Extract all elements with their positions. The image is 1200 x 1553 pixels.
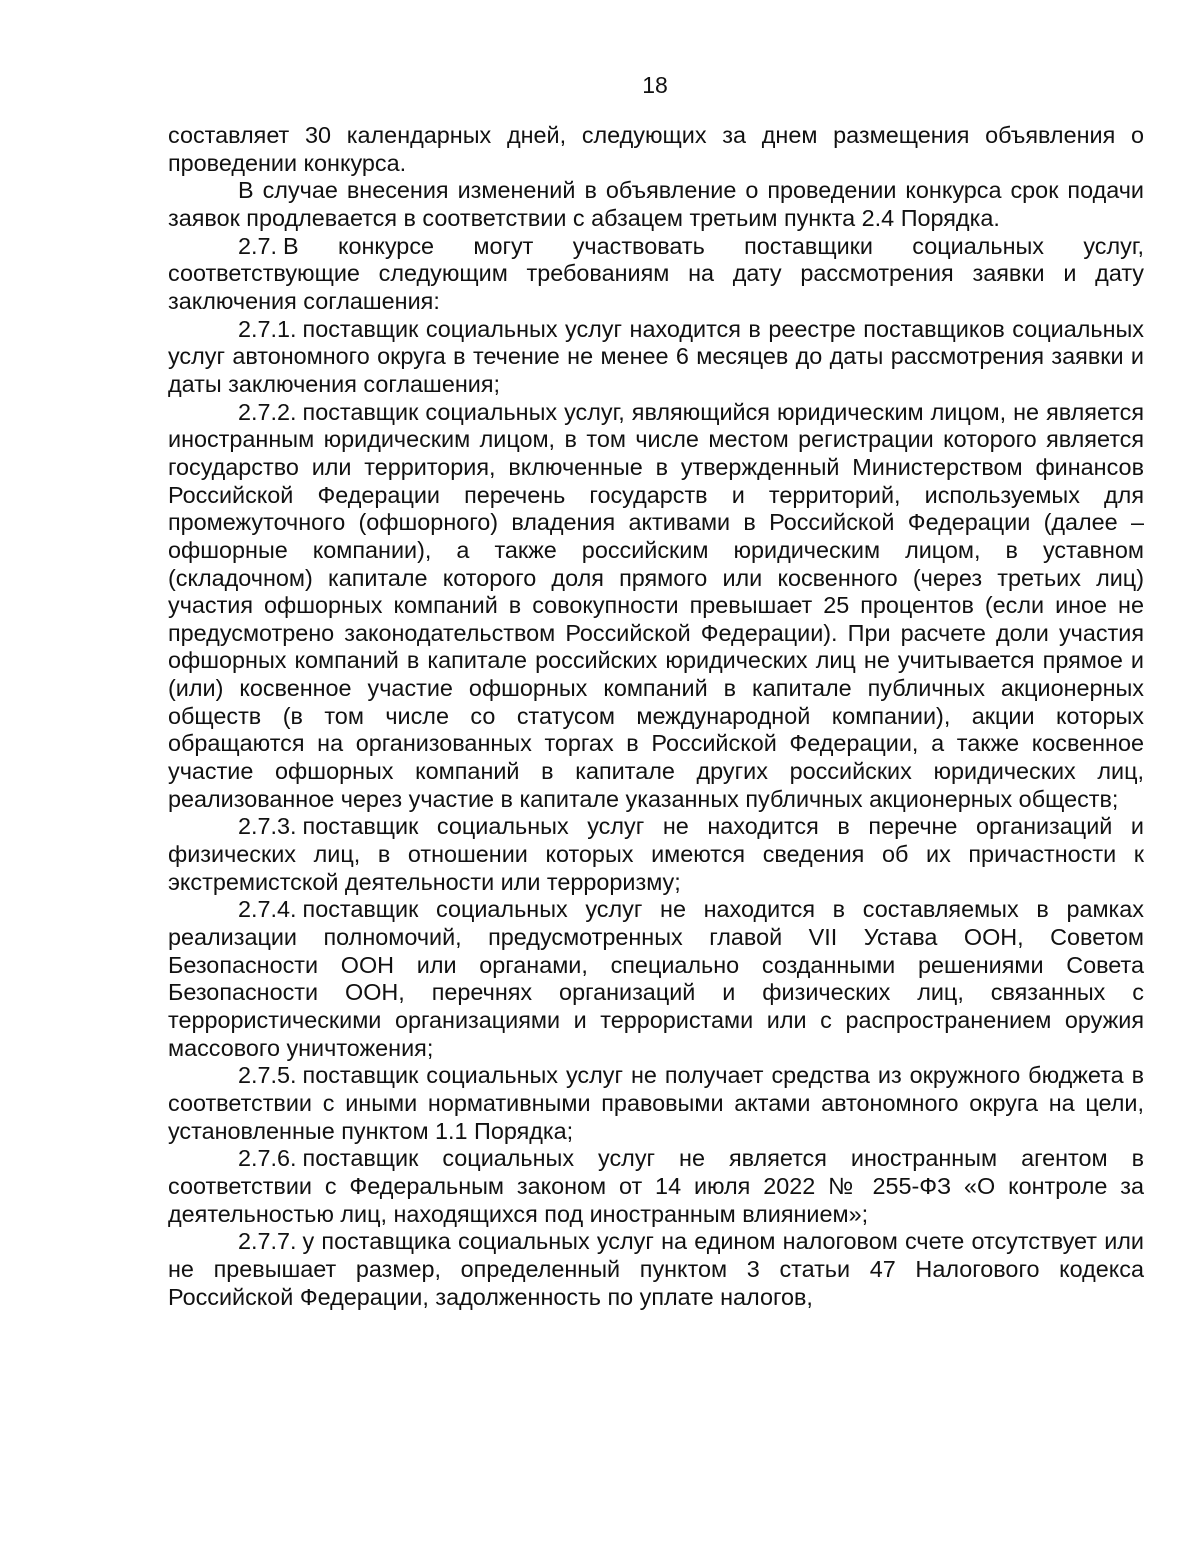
paragraph-text: составляет 30 календарных дней, следующих за днем размещения объявления о проведении конкурса. (168, 122, 1144, 176)
clause-2-7-5 (168, 1062, 1144, 1145)
clause-number: 2.7.1. (238, 315, 297, 342)
clause-text: поставщик социальных услуг не является иностранным агентом в соответствии с Федеральным законом от 14 июля 2022 № 255-ФЗ «О контроле за деятельностью лиц, находящихся под иностранным влиянием»; (168, 1145, 1144, 1227)
clause-number: 2.7.4. (238, 896, 297, 923)
clause-2-7-7 (168, 1228, 1144, 1311)
clause-text: поставщик социальных услуг, являющийся юридическим лицом, не является иностранным юридическим лицом, в том числе местом регистрации которого является государство или территория, включенные в утвержденный Министерством финансов Российской Федерации перечень государств и территорий, используемых для промежуточного (офшорного) владения активами в Российской Федерации (далее – офшорные компании), а также российским юридическим лицом, в уставном (складочном) капитале которого доля прямого или косвенного (через третьих лиц) участия офшорных компаний в совокупности превышает 25 процентов (если иное не предусмотрено законодательством Российской Федерации). При расчете доли участия офшорных компаний в капитале российских юридических лиц не учитывается прямое и (или) косвенное участие офшорных компаний в капитале публичных акционерных обществ (в том числе со статусом международной компании), акции которых обращаются на организованных торгах в Российской Федерации, а также косвенное участие офшорных компаний в капитале других российских юридических лиц, реализованное через участие в капитале указанных публичных акционерных обществ; (168, 398, 1144, 812)
clause-text: поставщик социальных услуг не получает средства из окружного бюджета в соответствии с иными нормативными правовыми актами автономного округа на цели, установленные пунктом 1.1 Порядка; (168, 1062, 1144, 1144)
clause-2-7-3 (168, 813, 1144, 896)
clause-2-7 (168, 233, 1144, 316)
document-body (168, 122, 1144, 1311)
clause-2-7-2 (168, 399, 1144, 814)
clause-number: 2.7.5. (238, 1062, 297, 1089)
clause-2-7-4 (168, 896, 1144, 1062)
paragraph-continuation (168, 122, 1144, 177)
clause-2-7-6 (168, 1145, 1144, 1228)
clause-text: поставщик социальных услуг не находится в перечне организаций и физических лиц, в отношении которых имеются сведения об их причастности к экстремистской деятельности или терроризму; (168, 813, 1144, 895)
paragraph (168, 177, 1144, 232)
clause-number: 2.7.6. (238, 1145, 297, 1172)
clause-number: 2.7.7. (238, 1228, 297, 1255)
clause-number: 2.7.2. (238, 398, 297, 425)
clause-number: 2.7.3. (238, 813, 297, 840)
clause-text: поставщик социальных услуг находится в реестре поставщиков социальных услуг автономного округа в течение не менее 6 месяцев до даты рассмотрения заявки и даты заключения соглашения; (168, 315, 1144, 397)
clause-2-7-1 (168, 316, 1144, 399)
clause-text: В конкурсе могут участвовать поставщики социальных услуг, соответствующие следующим требованиям на дату рассмотрения заявки и дату заключения соглашения: (168, 232, 1144, 314)
page-number: 18 (642, 72, 668, 98)
clause-text: поставщик социальных услуг не находится в составляемых в рамках реализации полномочий, предусмотренных главой VII Устава ООН, Советом Безопасности ООН или органами, специально созданными решениями Совета Безопасности ООН, перечнях организаций и физических лиц, связанных с террористическими организациями и террористами или с распространением оружия массового уничтожения; (168, 896, 1144, 1061)
paragraph-text: В случае внесения изменений в объявление о проведении конкурса срок подачи заявок продлевается в соответствии с абзацем третьим пункта 2.4 Порядка. (168, 177, 1144, 231)
clause-number: 2.7. (238, 232, 278, 259)
clause-text: у поставщика социальных услуг на едином налоговом счете отсутствует или не превышает размер, определенный пунктом 3 статьи 47 Налогового кодекса Российской Федерации, задолженность по уплате налогов, (168, 1228, 1144, 1310)
